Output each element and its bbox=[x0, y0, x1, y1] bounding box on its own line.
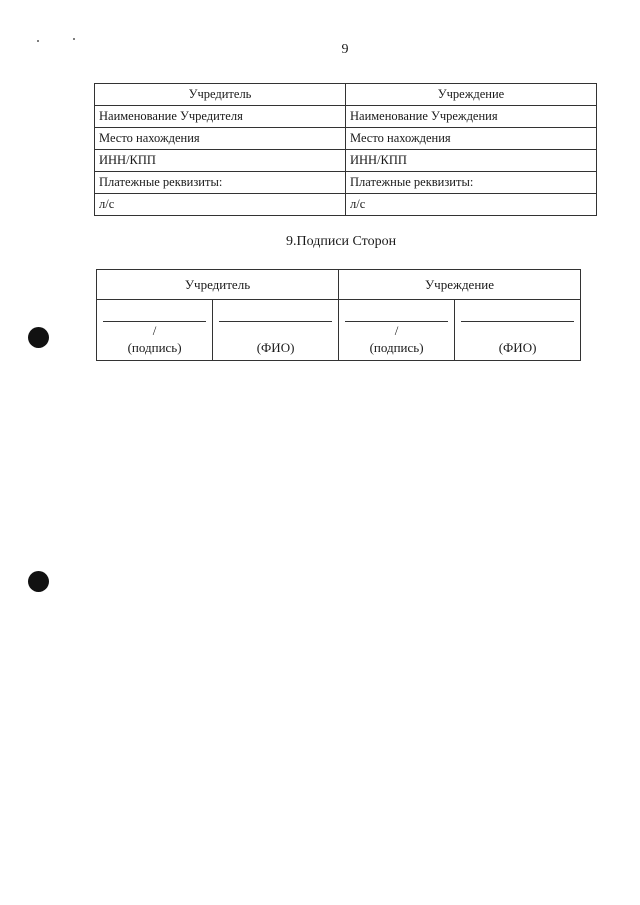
punch-hole bbox=[28, 327, 49, 348]
column-header-institution: Учреждение bbox=[346, 84, 597, 106]
signature-line bbox=[345, 321, 448, 322]
table-cell: л/с bbox=[95, 194, 346, 216]
page-number: 9 bbox=[341, 42, 349, 57]
table-cell: Платежные реквизиты: bbox=[95, 172, 346, 194]
table-cell: Наименование Учредителя bbox=[95, 106, 346, 128]
signature-caption: (подпись) bbox=[369, 340, 424, 355]
name-cell bbox=[455, 300, 581, 361]
name-line bbox=[461, 321, 574, 322]
name-line bbox=[219, 321, 332, 322]
signatures-header-row bbox=[97, 270, 581, 300]
signature-caption: (подпись) bbox=[127, 340, 182, 355]
signature-line bbox=[103, 321, 206, 322]
table-row bbox=[95, 194, 597, 216]
table-row bbox=[95, 106, 597, 128]
punch-hole bbox=[28, 571, 49, 592]
name-cell bbox=[213, 300, 339, 361]
table-row bbox=[95, 150, 597, 172]
name-caption: (ФИО) bbox=[256, 340, 295, 355]
table-cell: Платежные реквизиты: bbox=[346, 172, 597, 194]
signatures-header-institution: Учреждение bbox=[338, 270, 580, 300]
table-cell: л/с bbox=[346, 194, 597, 216]
signature-cell bbox=[97, 300, 213, 361]
table-header-row bbox=[95, 84, 597, 106]
table-cell: Наименование Учреждения bbox=[346, 106, 597, 128]
scan-speck bbox=[73, 38, 75, 40]
requisites-table bbox=[94, 83, 597, 216]
table-row bbox=[95, 172, 597, 194]
table-cell: ИНН/КПП bbox=[346, 150, 597, 172]
signatures-row bbox=[97, 300, 581, 361]
signature-slash: / bbox=[394, 323, 399, 338]
signatures-header-founder: Учредитель bbox=[97, 270, 339, 300]
name-caption: (ФИО) bbox=[498, 340, 537, 355]
table-cell: Место нахождения bbox=[346, 128, 597, 150]
section-title: 9.Подписи Сторон bbox=[286, 234, 397, 249]
table-cell: ИНН/КПП bbox=[95, 150, 346, 172]
column-header-founder: Учредитель bbox=[95, 84, 346, 106]
signature-slash: / bbox=[152, 323, 157, 338]
table-cell: Место нахождения bbox=[95, 128, 346, 150]
signature-cell bbox=[338, 300, 454, 361]
table-row bbox=[95, 128, 597, 150]
signatures-table bbox=[96, 269, 581, 361]
